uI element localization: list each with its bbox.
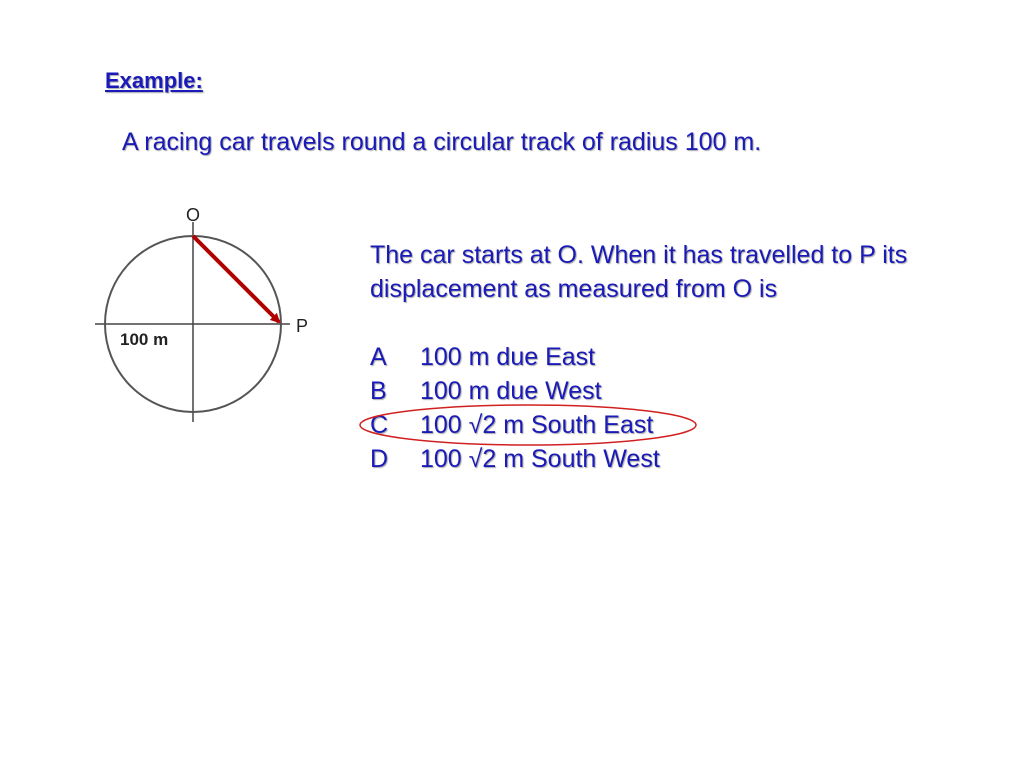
option-text: 100 m due East — [420, 343, 596, 371]
displacement-arrow — [193, 236, 279, 322]
circular-track-diagram — [90, 200, 320, 430]
option-d — [370, 442, 1010, 476]
point-p-label: P — [296, 316, 309, 336]
option-letter: D — [370, 445, 389, 473]
radius-label: 100 m — [120, 330, 169, 349]
option-text: 100 m due West — [420, 377, 602, 405]
option-text: 100 √2 m South West — [420, 445, 660, 473]
option-letter: A — [370, 343, 387, 371]
point-o-label: O — [186, 205, 201, 225]
question-line-2: displacement as measured from O is — [370, 275, 778, 303]
option-a — [370, 340, 1010, 374]
answer-highlight-ellipse — [358, 403, 698, 447]
problem-intro: A racing car travels round a circular track of radius 100 m. — [122, 128, 762, 156]
question-line-1: The car starts at O. When it has travelled to P its — [370, 241, 908, 269]
example-heading: Example: — [105, 68, 203, 93]
option-text: 100 √2 m South East — [420, 411, 654, 439]
question-spacer — [370, 306, 1010, 340]
option-letter: C — [370, 411, 389, 439]
option-letter: B — [370, 377, 387, 405]
